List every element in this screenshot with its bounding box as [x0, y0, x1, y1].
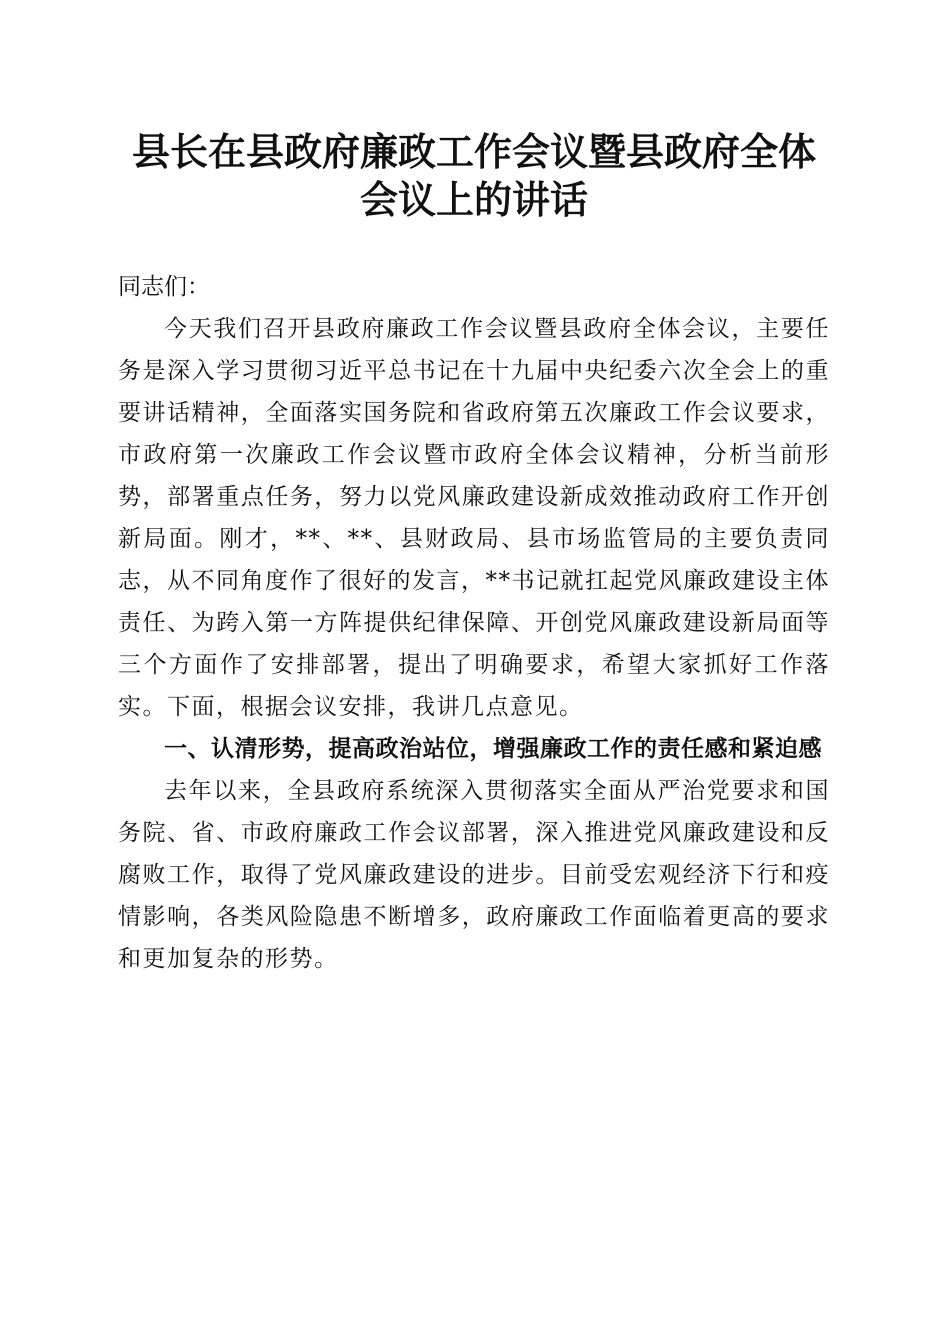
section-1-paragraph: 去年以来，全县政府系统深入贯彻落实全面从严治党要求和国务院、省、市政府廉政工作会议部署，深入推进党风廉政建设和反腐败工作，取得了党风廉政建设的进步。目前受宏观经济下行和疫情影响，各类风险隐患不断增多，政府廉政工作面临着更高的要求和更加复杂的形势。	[118, 778, 830, 972]
salutation: 同志们：	[118, 274, 210, 300]
document-page	[118, 128, 830, 980]
intro-paragraph: 今天我们召开县政府廉政工作会议暨县政府全体会议，主要任务是深入学习贯彻习近平总书记在十九届中央纪委六次全会上的重要讲话精神，全面落实国务院和省政府第五次廉政工作会议要求，市政府第一次廉政工作会议暨市政府全体会议精神，分析当前形势，部署重点任务，努力以党风廉政建设新成效推动政府工作开创新局面。刚才，**、**、县财政局、县市场监管局的主要负责同志，从不同角度作了很好的发言，**书记就扛起党风廉政建设主体责任、为跨入第一方阵提供纪律保障、开创党风廉政建设新局面等三个方面作了安排部署，提出了明确要求，希望大家抓好工作落实。下面，根据会议安排，我讲几点意见。	[118, 316, 830, 720]
document-title: 县长在县政府廉政工作会议暨县政府全体会议上的讲话	[131, 129, 816, 222]
section-heading-1: 一、认清形势，提高政治站位，增强廉政工作的责任感和紧迫感	[164, 736, 822, 762]
